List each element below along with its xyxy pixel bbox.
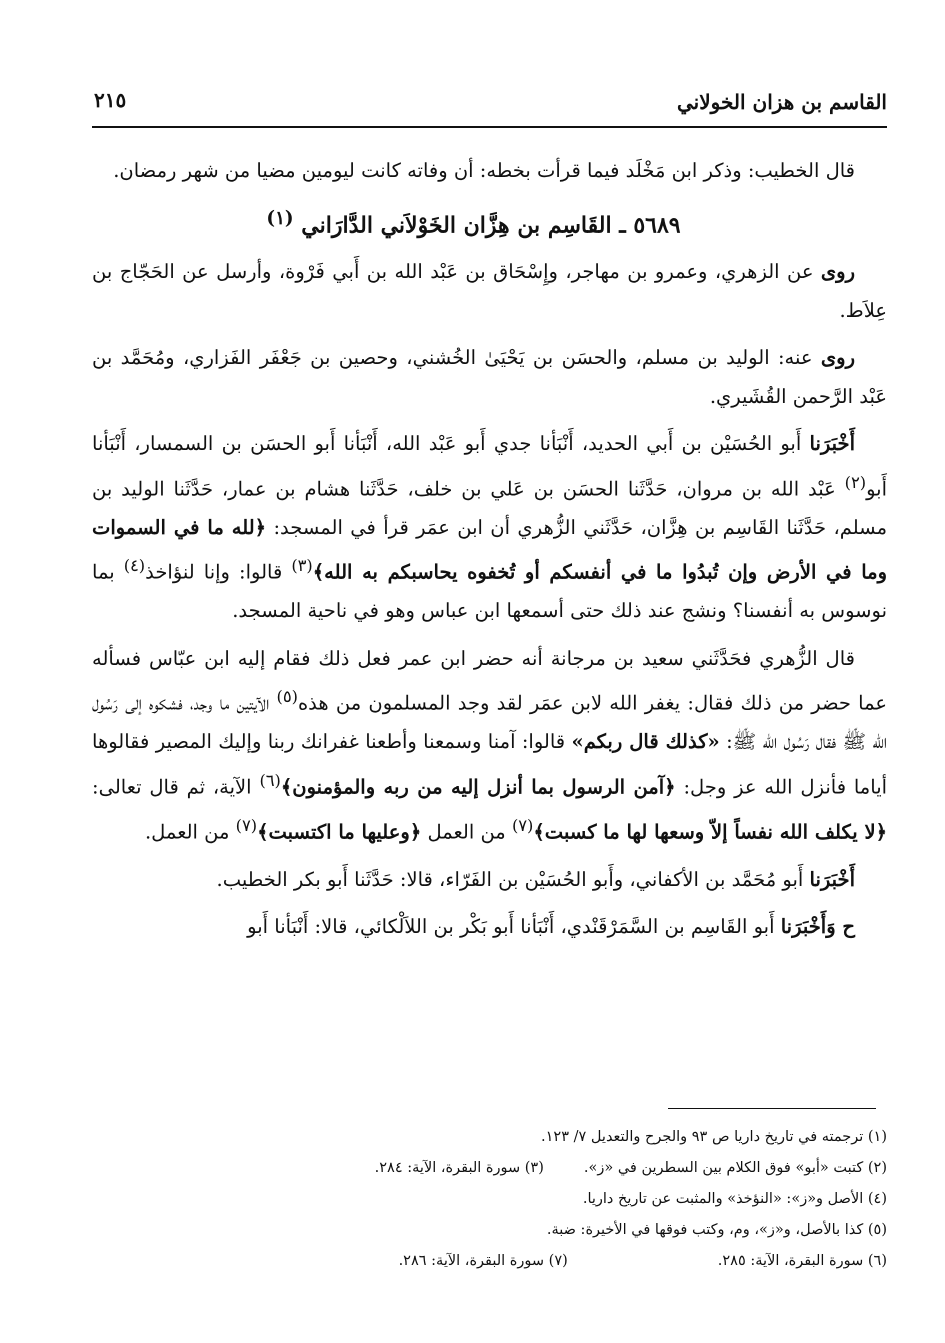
lead-word: روى (820, 260, 856, 284)
footnote-2: (٢) كتبت «أبو» فوق الكلام بين السطرين في «ز». (583, 1160, 887, 1176)
page-number: ٢١٥ (94, 88, 127, 112)
footnote-ref: (٦) (259, 770, 281, 790)
footnote-ref: (٧) (511, 815, 534, 835)
paragraph-isnad-3: ح وَأَخْبَرَنا أَبو القَاسِم بن السَّمَرْقَنْدي، أَنْبَأنا أَبو بَكْر بن اللاَلْكائي، قالا: أَنْبَأنا أَبو (247, 915, 855, 939)
footnote-ref: (٣) (291, 556, 313, 576)
footnote-5: (٥) كذا بالأصل، و«ز»، وم، وكتب فوقها في الأخيرة: ضبة. (546, 1222, 887, 1238)
footnote-ref: (٤) (123, 556, 146, 576)
main-text (92, 152, 887, 956)
quran-verse: ﴿لا يكلف الله نفساً إلاّ وسعها لها ما كسبت﴾ (533, 820, 887, 844)
footnote-4: (٤) الأصل و«ز»: «النؤخذ» والمثبت عن تاريخ داريا. (582, 1191, 887, 1207)
paragraph-khatib: قال الخطيب: وذكر ابن مَخْلَد فيما قرأت بخطه: أن وفاته كانت ليومين مضيا من شهر رمضان. (113, 159, 855, 182)
footnote-ref: (٢) (844, 472, 867, 492)
entry-heading (92, 200, 887, 245)
lead-word: أَخْبَرَنا (809, 867, 855, 891)
header-title: القاسم بن هزان الخولاني (677, 90, 887, 114)
footnote-3: (٣) سورة البقرة، الآية: ٢٨٤. (374, 1160, 544, 1176)
paragraph-narrated-from: روى عن الزهري، وعمرو بن مهاجر، وإِسْحَاق بن عَبْد الله بن أَبي فَرْوة، وأرسل عن الحَجّاج بن عِلاَط. (92, 260, 887, 322)
paragraph-zuhri: قال الزُّهري فحَدَّثَني سعيد بن مرجانة أنه حضر ابن عمر فعل ذلك فقام إليه ابن عبّاس فسأله عما حضر من ذلك فقال: يغفر الله لابن عمَر لقد وجد المسلمون من هذه$^{(٥)}$ الآيتين ما وجد، فشكوه إلى رَسُول الله ﷺ فقال رَسُول الله ﷺ: «كذلك قال ربكم» قالوا: آمنا وسمعنا وأطعنا غفرانك ربنا وإليك المصير فقالوها أياما فأنزل الله عز وجل: ﴿آمن الرسول بما أنزل إليه من ربه والمؤمنون﴾$^{(٦)}$ الآية، ثم قال تعالى: ﴿لا يكلف الله نفساً إلاّ وسعها لها ما كسبت﴾$^{(٧)}$ من العمل ﴿وعليها ما اكتسبت﴾$^{(٧)}$ من العمل. (92, 646, 888, 844)
entry-heading-text: ٥٦٨٩ ـ القَاسِم بن هِزَّان الخَوْلاَني الدَّارَاني (301, 211, 681, 238)
quran-verse: ﴿آمن الرسول بما أنزل إليه من ربه والمؤمنون﴾ (280, 775, 676, 799)
footnote-7: (٧) سورة البقرة، الآية: ٢٨٦. (398, 1253, 568, 1269)
footnote-row-6-7 (240, 1246, 887, 1277)
lead-word: روى (820, 346, 856, 370)
paragraph-isnad-2: أَخْبَرَنا أَبو مُحَمَّد بن الأكفاني، وأَبو الحُسَيْن بن الفَرّاء، قالا: حَدَّثَنا أَبو بكر الخطيب. (216, 867, 855, 891)
footnote-divider (668, 1108, 876, 1109)
footnote-ref: (٧) (235, 815, 258, 835)
footnote-ref: (٥) (276, 687, 298, 707)
quran-verse: ﴿وعليها ما اكتسبت﴾ (257, 820, 422, 844)
paragraph-narrated-by: روى عنه: الوليد بن مسلم، والحسَن بن يَحْيَىٰ الخُشني، وحصين بن جَعْفَر الفَزاري، ومُحَمَّد بن عَبْد الرَّحمن القُشَيري. (92, 346, 887, 408)
footnote-6: (٦) سورة البقرة، الآية: ٢٨٥. (717, 1253, 887, 1269)
hadith-quote: «كذلك قال ربكم» (571, 730, 720, 754)
footnote-1: (١) ترجمته في تاريخ داريا ص ٩٣ والجرح والتعديل ٧/ ١٢٣. (541, 1129, 887, 1145)
running-header (92, 82, 887, 128)
quran-verse: ﴿لله ما في السموات وما في الأرض وإن تُبدُوا ما في أنفسكم أو تُخفوه يحاسبكم به الله﴾ (92, 515, 888, 584)
footnote-row-2-3 (240, 1153, 887, 1184)
paragraph-isnad-1: أَخْبَرَنا أَبو الحُسَيْن بن أَبي الحديد، أَنْبَأنا جدي أَبو عَبْد الله، أَنْبَأنا أَبو الحسَن بن السمسار، أَنْبَأنا أَبو$^{(٢)}$ عَبْد الله بن مروان، حَدَّثَنا الحسَن بن عَلي بن خلف، حَدَّثَنا هشام بن عمار، حَدَّثَنا الوليد بن مسلم، حَدَّثَنا القَاسِم بن هِزَّان، حَدَّثَني الزُّهري أن ابن عمَر قرأ في المسجد: ﴿لله ما في السموات وما في الأرض وإن تُبدُوا ما في أنفسكم أو تُخفوه يحاسبكم به الله﴾$^{(٣)}$ قالوا: وإنا لنؤاخذ$^{(٤)}$ بما نوسوس به أنفسنا؟ ونشج عند ذلك حتى أسمعها ابن عباس وهو في ناحية المسجد. (92, 432, 888, 623)
lead-word: أَخْبَرَنا (809, 432, 855, 456)
lead-word: ح وَأَخْبَرَنا (780, 915, 855, 939)
footnotes (240, 1122, 887, 1277)
footnote-ref: (١) (266, 207, 294, 229)
